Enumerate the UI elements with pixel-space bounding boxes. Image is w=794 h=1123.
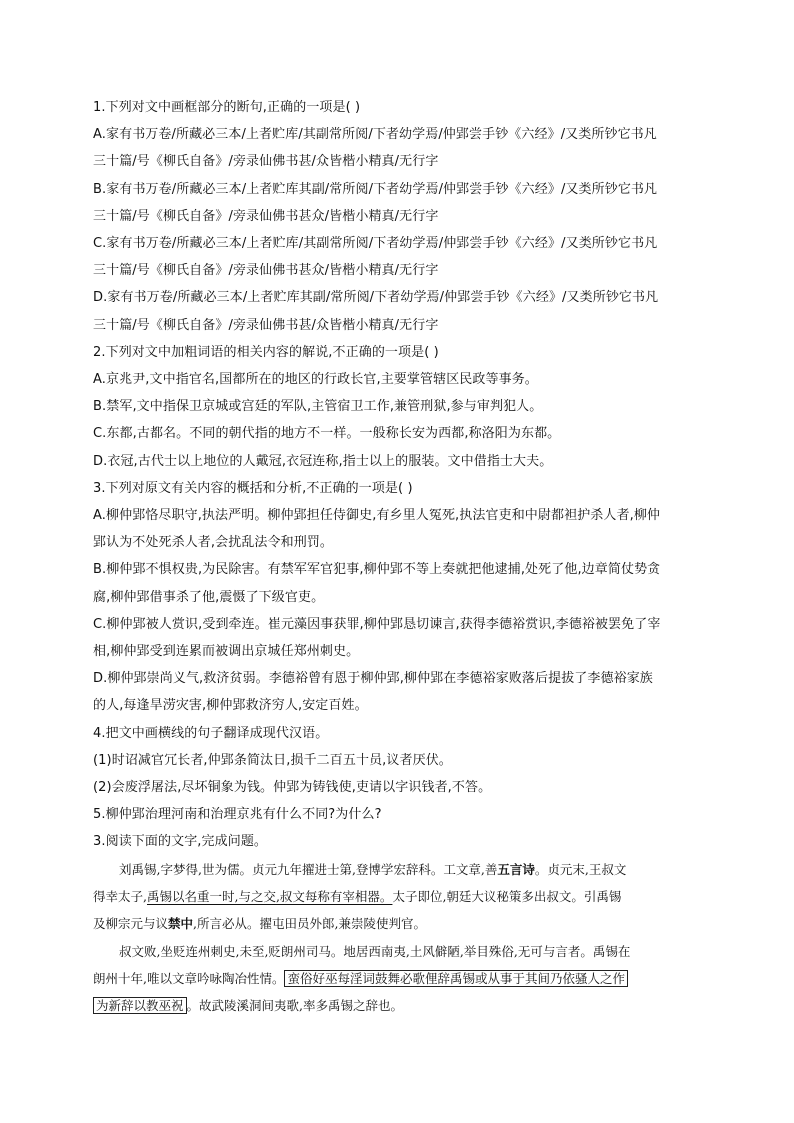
passage-text: 得幸太子, [93, 888, 147, 904]
question-1-stem: 1.下列对文中画框部分的断句,正确的一项是( ) [93, 100, 361, 115]
question-1-option-a-line-1: A.家有书万卷/所藏必三本/上者贮库/其副常所阅/下者幼学焉/仲郢尝手钞《六经》/又类所钞它书凡 [93, 127, 657, 143]
passage-text: 太子即位,朝廷大议秘策多出叔文。引禹锡 [392, 888, 622, 904]
question-4-sentence-2: (2)会废浮屠法,尽坏铜象为钱。仲郢为铸钱使,吏请以字识钱者,不答。 [93, 780, 492, 796]
reading-passage [93, 856, 713, 1020]
question-3-option-d-line-2: 的人,每逢旱涝灾害,柳仲郢救济穷人,安定百姓。 [93, 698, 368, 714]
passage-line-3 [93, 910, 713, 937]
section-3-heading: 3.阅读下面的文字,完成问题。 [93, 834, 268, 850]
question-3-option-a-line-2: 郢认为不处死杀人者,会扰乱法令和刑罚。 [93, 535, 334, 551]
boxed-text-part-1: 蛮俗好巫每淫词鼓舞必歌俚辞禹锡或从事于其间乃依骚人之作 [284, 970, 628, 987]
question-1-option-a-line-2: 三十篇/号《柳氏自备》/旁录仙佛书甚/众皆楷小精真/无行字 [93, 154, 439, 170]
question-3-option-b-line-2: 腐,柳仲郢借事杀了他,震慑了下级官吏。 [93, 589, 325, 605]
question-3-option-c-line-1: C.柳仲郢被人赏识,受到牵连。崔元藻因事获罪,柳仲郢恳切谏言,获得李德裕赏识,李德裕被罢免了宰 [93, 616, 661, 632]
question-2-option-d: D.衣冠,古代士以上地位的人戴冠,衣冠连称,指士以上的服装。文中借指士大夫。 [93, 453, 553, 469]
passage-text: 。贞元末,王叔文 [534, 861, 627, 877]
question-3-stem: 3.下列对原文有关内容的概括和分析,不正确的一项是( ) [93, 480, 413, 496]
passage-line-4: 叔文败,坐贬连州刺史,未至,贬朗州司马。地居西南夷,土风僻陋,举目殊俗,无可与言者。禹锡在 [119, 943, 631, 959]
passage-line-1 [93, 856, 713, 883]
question-3-option-d-line-1: D.柳仲郢崇尚义气,救济贫弱。李德裕曾有恩于柳仲郢,柳仲郢在李德裕家败落后提拔了李德裕家族 [93, 671, 653, 687]
bold-term-wuyanshi: 五言诗 [497, 861, 535, 877]
question-2-option-c: C.东都,古都名。不同的朝代指的地方不一样。一般称长安为西都,称洛阳为东都。 [93, 426, 561, 442]
question-3-option-c-line-2: 相,柳仲郢受到连累而被调出京城任郑州刺史。 [93, 644, 360, 660]
question-3-option-a-line-1: A.柳仲郢恪尽职守,执法严明。柳仲郢担任侍御史,有乡里人冤死,执法官吏和中尉都袒护杀人者,柳仲 [93, 508, 661, 524]
underlined-sentence: 禹锡以名重一时,与之交,叔文每称有宰相器。 [146, 888, 393, 904]
passage-text: 刘禹锡,字梦得,世为儒。贞元九年擢进士第,登博学宏辞科。工文章,善 [119, 861, 498, 877]
question-1-option-d-line-2: 三十篇/号《柳氏自备》/旁录仙佛书甚/众皆楷小精真/无行字 [93, 317, 439, 333]
passage-text: 。故武陵溪洞间夷歌,率多禹锡之辞也。 [186, 998, 403, 1014]
question-1-option-d-line-1: D.家有书万卷/所藏必三本/上者贮库其副/常所阅/下者幼学焉/仲郢尝手钞《六经》/又类所钞它书凡 [93, 290, 659, 306]
passage-text: ,所言必从。擢屯田员外郎,兼崇陵使判官。 [193, 916, 426, 932]
question-1-option-c-line-2: 三十篇/号《柳氏自备》/旁录仙佛书甚众/皆楷小精真/无行字 [93, 263, 439, 279]
question-5-stem: 5.柳仲郢治理河南和治理京兆有什么不同?为什么? [93, 807, 382, 823]
question-4-stem: 4.把文中画横线的句子翻译成现代汉语。 [93, 725, 329, 741]
question-2-option-a: A.京兆尹,文中指官名,国都所在的地区的行政长官,主要掌管辖区民政等事务。 [93, 372, 538, 388]
question-2-option-b: B.禁军,文中指保卫京城或宫廷的军队,主管宿卫工作,兼管刑狱,参与审判犯人。 [93, 399, 543, 415]
document-content [93, 94, 713, 1019]
question-2-stem: 2.下列对文中加粗词语的相关内容的解说,不正确的一项是( ) [93, 344, 439, 360]
passage-text: 朗州十年,唯以文章吟咏陶冶性情。 [93, 970, 285, 986]
bold-term-jinzhong: 禁中 [168, 916, 194, 932]
passage-line-2 [93, 883, 713, 910]
question-1-option-b-line-2: 三十篇/号《柳氏自备》/旁录仙佛书甚众/皆楷小精真/无行字 [93, 208, 439, 224]
question-4-sentence-1: (1)时诏减官冗长者,仲郢条简汰日,损千二百五十员,议者厌伏。 [93, 752, 452, 768]
question-3-option-b-line-1: B.柳仲郢不惧权贵,为民除害。有禁军军官犯事,柳仲郢不等上奏就把他逮捕,处死了他,边章简仗势贪 [93, 562, 661, 578]
question-1-option-c-line-1: C.家有书万卷/所藏必三本/上者贮库/其副常所阅/下者幼学焉/仲郢尝手钞《六经》/又类所钞它书凡 [93, 236, 658, 252]
passage-line-6 [93, 992, 713, 1019]
boxed-text-part-2: 为新辞以教巫祝 [93, 997, 187, 1014]
question-1-option-b-line-1: B.家有书万卷/所藏必三本/上者贮库其副/常所阅/下者幼学焉/仲郢尝手钞《六经》/又类所钞它书凡 [93, 181, 658, 197]
passage-text: 及柳宗元与议 [93, 916, 169, 932]
passage-line-5 [93, 965, 713, 992]
